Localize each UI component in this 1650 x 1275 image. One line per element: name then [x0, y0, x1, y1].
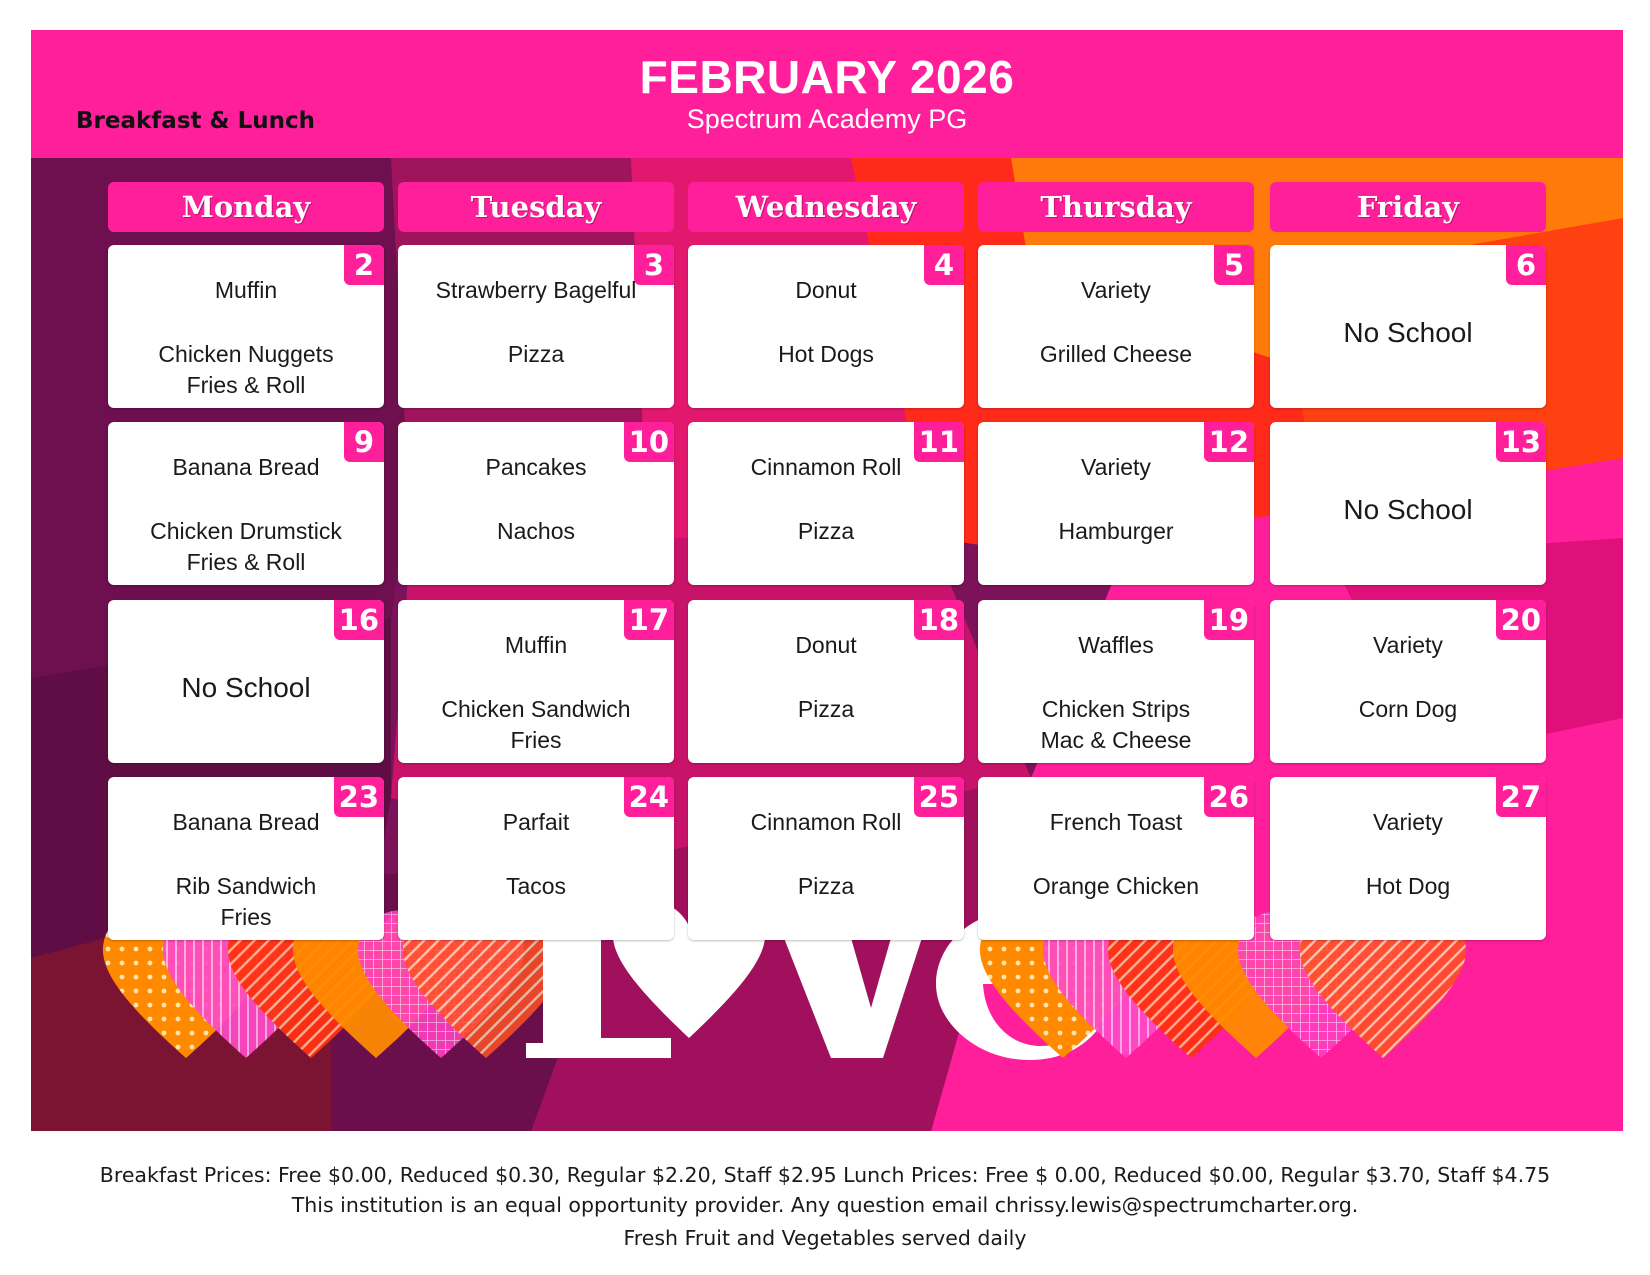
date-badge: 16: [334, 600, 384, 640]
lunch-item: Corn Dog: [1358, 696, 1458, 722]
calendar-day-cell: [688, 245, 964, 408]
calendar-day-cell: [978, 245, 1254, 408]
lunch-items: [114, 339, 378, 401]
breakfast-item: French Toast: [1049, 809, 1183, 835]
calendar-day-cell: [688, 600, 964, 763]
lunch-item: Tacos: [505, 873, 567, 899]
lunch-item: Pizza: [797, 518, 855, 544]
calendar-day-cell: [398, 777, 674, 940]
footer-prices: Breakfast Prices: Free $0.00, Reduced $0.30, Regular $2.20, Staff $2.95 Lunch Prices: Free $ 0.00, Reduced $0.00, Regular $3.70, Staff $4.75: [99, 1163, 1551, 1187]
lunch-item: Nachos: [497, 518, 575, 544]
lunch-items: [984, 516, 1248, 547]
calendar-day-cell: [1270, 422, 1546, 585]
breakfast-item: Cinnamon Roll: [750, 454, 902, 480]
calendar-day-cell: [108, 600, 384, 763]
lunch-item: Fries: [220, 904, 272, 930]
date-badge: 6: [1506, 245, 1546, 285]
no-school-note: No School: [1343, 317, 1473, 348]
lunch-item: Chicken Drumstick: [150, 518, 342, 544]
lunch-items: [404, 516, 668, 547]
lunch-item: Fries & Roll: [186, 372, 306, 398]
lunch-items: [404, 871, 668, 902]
lunch-items: [984, 694, 1248, 756]
lunch-item: Orange Chicken: [1032, 873, 1200, 899]
breakfast-item: Banana Bread: [172, 809, 320, 835]
lunch-item: Fries & Roll: [186, 549, 306, 575]
breakfast-item: Variety: [1373, 809, 1443, 835]
date-badge: 11: [914, 422, 964, 462]
lunch-item: Pizza: [797, 873, 855, 899]
lunch-items: [984, 339, 1248, 370]
lunch-item: Grilled Cheese: [1039, 341, 1193, 367]
lunch-item: Hamburger: [1058, 518, 1174, 544]
breakfast-item: Donut: [795, 632, 857, 658]
date-badge: 27: [1496, 777, 1546, 817]
lunch-items: [114, 516, 378, 578]
lunch-items: [694, 339, 958, 370]
calendar-day-cell: [108, 422, 384, 585]
date-badge: 10: [624, 422, 674, 462]
day-header-tuesday: Tuesday: [398, 182, 674, 232]
calendar-day-cell: [1270, 777, 1546, 940]
calendar-day-cell: [398, 422, 674, 585]
no-school-note: No School: [1343, 494, 1473, 525]
date-badge: 26: [1204, 777, 1254, 817]
date-badge: 17: [624, 600, 674, 640]
calendar-day-cell: [688, 422, 964, 585]
date-badge: 5: [1214, 245, 1254, 285]
lunch-items: [404, 339, 668, 370]
no-school-note: No School: [181, 672, 311, 703]
footer-equal-opportunity: This institution is an equal opportunity provider. Any question email chrissy.lewis@spectrumcharter.org.: [291, 1193, 1359, 1217]
date-badge: 23: [334, 777, 384, 817]
lunch-item: Mac & Cheese: [1040, 727, 1192, 753]
lunch-items: [114, 871, 378, 933]
breakfast-item: Parfait: [502, 809, 570, 835]
calendar-day-cell: [398, 600, 674, 763]
date-badge: 3: [634, 245, 674, 285]
breakfast-item: Variety: [1081, 454, 1151, 480]
date-badge: 19: [1204, 600, 1254, 640]
breakfast-item: Strawberry Bagelful: [435, 277, 637, 303]
school-name: Spectrum Academy PG: [686, 104, 968, 134]
date-badge: 9: [344, 422, 384, 462]
footer-fresh-produce: Fresh Fruit and Vegetables served daily: [623, 1226, 1027, 1250]
lunch-items: [694, 871, 958, 902]
breakfast-item: Variety: [1081, 277, 1151, 303]
lunch-item: Pizza: [797, 696, 855, 722]
lunch-item: Chicken Sandwich: [441, 696, 631, 722]
breakfast-item: Waffles: [1078, 632, 1154, 658]
lunch-item: Hot Dog: [1365, 873, 1451, 899]
date-badge: 18: [914, 600, 964, 640]
breakfast-item: Pancakes: [485, 454, 587, 480]
date-badge: 25: [914, 777, 964, 817]
page-title: FEBRUARY 2026: [639, 51, 1015, 103]
date-badge: 2: [344, 245, 384, 285]
lunch-items: [404, 694, 668, 756]
lunch-items: [1276, 871, 1540, 902]
menu-label: Breakfast & Lunch: [76, 108, 315, 134]
lunch-item: Fries: [510, 727, 562, 753]
calendar-day-cell: [978, 777, 1254, 940]
date-badge: 12: [1204, 422, 1254, 462]
date-badge: 13: [1496, 422, 1546, 462]
lunch-item: Hot Dogs: [778, 341, 874, 367]
lunch-item: Chicken Nuggets: [158, 341, 334, 367]
breakfast-item: Banana Bread: [172, 454, 320, 480]
date-badge: 4: [924, 245, 964, 285]
calendar-day-cell: [1270, 600, 1546, 763]
calendar-day-cell: [108, 245, 384, 408]
lunch-item: Chicken Strips: [1041, 696, 1191, 722]
breakfast-item: Variety: [1373, 632, 1443, 658]
calendar-day-cell: [978, 600, 1254, 763]
calendar-day-cell: [398, 245, 674, 408]
breakfast-item: Cinnamon Roll: [750, 809, 902, 835]
date-badge: 20: [1496, 600, 1546, 640]
calendar-day-cell: [1270, 245, 1546, 408]
breakfast-item: Donut: [795, 277, 857, 303]
lunch-item: Rib Sandwich: [175, 873, 317, 899]
day-header-monday: Monday: [108, 182, 384, 232]
calendar-day-cell: [978, 422, 1254, 585]
day-header-wednesday: Wednesday: [688, 182, 964, 232]
day-header-friday: Friday: [1270, 182, 1546, 232]
lunch-items: [694, 516, 958, 547]
breakfast-item: Muffin: [214, 277, 278, 303]
lunch-item: Pizza: [507, 341, 565, 367]
lunch-items: [984, 871, 1248, 902]
breakfast-item: Muffin: [504, 632, 568, 658]
calendar-day-cell: [688, 777, 964, 940]
day-header-thursday: Thursday: [978, 182, 1254, 232]
date-badge: 24: [624, 777, 674, 817]
header-banner: [31, 30, 1623, 158]
calendar-day-cell: [108, 777, 384, 940]
lunch-items: [1276, 694, 1540, 725]
lunch-items: [694, 694, 958, 725]
